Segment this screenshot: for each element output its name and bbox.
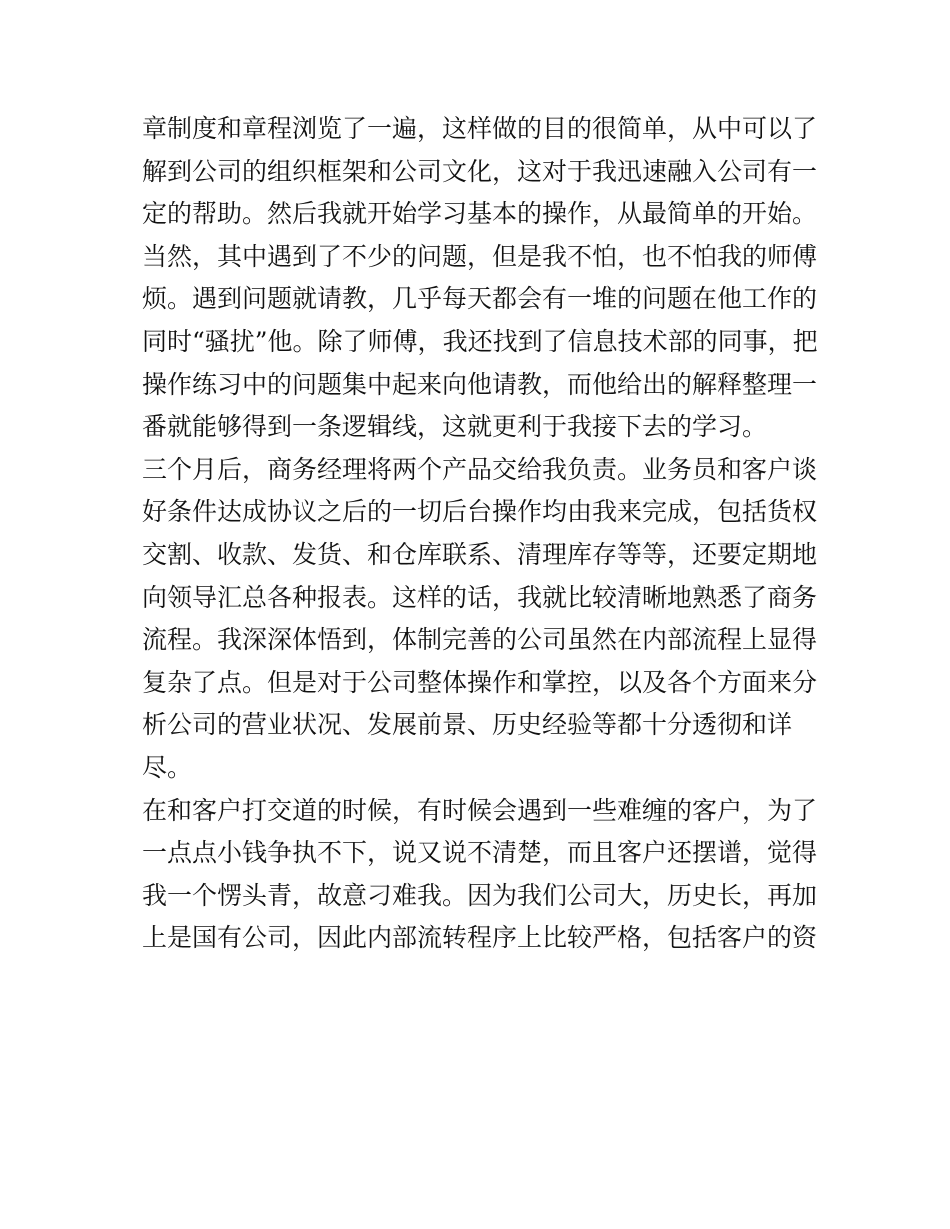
text-line: 在和客户打交道的时候，有时候会遇到一些难缠的客户，为了	[142, 795, 818, 825]
text-line: 章制度和章程浏览了一遍，这样做的目的很简单，从中可以了	[142, 114, 818, 143]
text-line: 三个月后，商务经理将两个产品交给我负责。业务员和客户谈	[142, 454, 818, 484]
text-line: 析公司的营业状况、发展前景、历史经验等都十分透彻和详	[142, 710, 793, 740]
text-line: 交割、收款、发货、和仓库联系、清理库存等等，还要定期地	[142, 539, 818, 569]
text-line: 当然，其中遇到了不少的问题，但是我不怕，也不怕我的师傅	[142, 241, 818, 271]
text-line: 好条件达成协议之后的一切后台操作均由我来完成，包括货权	[142, 497, 818, 527]
text-line: 上是国有公司，因此内部流转程序上比较严格，包括客户的资	[142, 923, 818, 953]
text-line: 解到公司的组织框架和公司文化，这对于我迅速融入公司有一	[142, 156, 818, 186]
text-line: 番就能够得到一条逻辑线，这就更利于我接下去的学习。	[142, 412, 768, 442]
text-line: 同时“骚扰”他。除了师傅，我还找到了信息技术部的同事，把	[142, 326, 818, 356]
text-line: 一点点小钱争执不下，说又说不清楚，而且客户还摆谱，觉得	[142, 838, 818, 868]
text-line: 烦。遇到问题就请教，几乎每天都会有一堆的问题在他工作的	[142, 284, 818, 314]
text-line: 流程。我深深体悟到，体制完善的公司虽然在内部流程上显得	[142, 625, 818, 655]
text-line: 复杂了点。但是对于公司整体操作和掌控，以及各个方面来分	[142, 667, 818, 697]
text-line: 定的帮助。然后我就开始学习基本的操作，从最简单的开始。	[142, 199, 818, 229]
body-text	[142, 108, 822, 960]
text-line: 操作练习中的问题集中起来向他请教，而他给出的解释整理一	[142, 369, 818, 399]
text-line: 我一个愣头青，故意刁难我。因为我们公司大，历史长，再加	[142, 880, 818, 910]
text-line: 向领导汇总各种报表。这样的话，我就比较清晰地熟悉了商务	[142, 582, 818, 612]
text-line: 尽。	[142, 752, 193, 782]
